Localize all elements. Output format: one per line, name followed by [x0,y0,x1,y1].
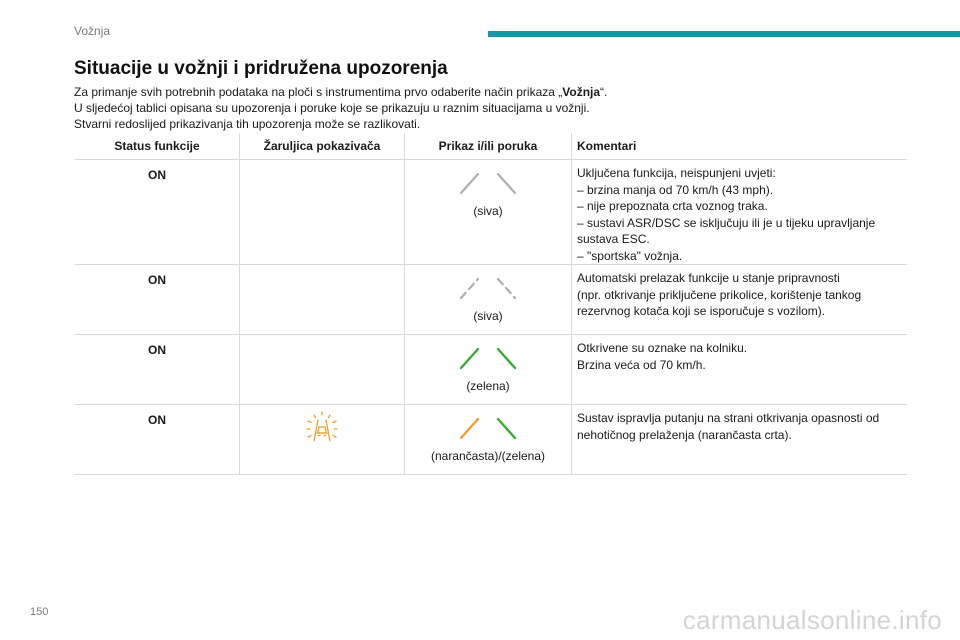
comment-line: nehotičnog prelaženja (narančasta crta). [577,427,792,442]
comment-line: – brzina manja od 70 km/h (43 mph). [577,182,774,197]
table-row [75,335,907,405]
comment-line: Uključena funkcija, neispunjeni uvjeti: [577,166,776,180]
comment-cell [572,335,908,405]
header-accent-bar [488,31,960,37]
status-cell: ON [75,405,240,475]
comment-line: Sustav ispravlja putanju na strani otkrivanja opasnosti od [577,411,880,425]
intro-line2: U sljedećoj tablici opisana su upozorenja i poruke koje se prikazuju u raznim situacijama u vožnji. [74,101,590,115]
status-cell: ON [75,160,240,265]
intro-mode-name: Vožnja [562,85,601,99]
table-row [75,265,907,335]
lamp-cell [240,335,405,405]
column-header-comments: Komentari [572,133,908,160]
intro-line1-start: Za primanje svih potrebnih podataka na ploči s instrumentima prvo odaberite način prikaza „ [74,85,563,99]
status-cell: ON [75,335,240,405]
intro-text [74,84,894,132]
display-cell [405,160,572,265]
display-caption: (siva) [473,204,503,218]
display-caption: (narančasta)/(zelena) [430,449,546,463]
comment-line: Brzina veća od 70 km/h. [577,357,706,372]
display-caption: (siva) [473,309,503,323]
comment-line: – nije prepoznata crta voznog traka. [577,199,768,213]
lane-lines-orange-green-icon [453,413,523,443]
comment-line: – sustavi ASR/DSC se isključuju ili je u tijeku upravljanje [577,215,876,230]
display-caption: (zelena) [466,379,510,393]
lane-lines-dashed-icon [453,273,523,303]
comment-cell [572,265,908,335]
page-number: 150 [30,606,49,618]
watermark: carmanualsonline.info [682,605,942,635]
comment-line: rezervnog kotača koji se isporučuje s vozilom). [577,304,826,318]
lane-keeping-warning-icon [305,411,339,443]
lamp-cell [240,160,405,265]
lane-lines-green-icon [453,343,523,373]
column-header-lamp: Žaruljica pokazivača [240,133,405,160]
comment-line: (npr. otkrivanje priključene prikolice, korištenje tankog [577,287,862,302]
status-cell: ON [75,265,240,335]
display-cell [405,265,572,335]
comment-cell [572,405,908,475]
column-header-status: Status funkcije [75,133,240,160]
comment-line: – "sportska" vožnja. [577,248,683,263]
intro-line3: Stvarni redoslijed prikazivanja tih upozorenja može se razlikovati. [74,117,421,131]
comment-line: Otkrivene su oznake na kolniku. [577,341,748,355]
display-cell [405,405,572,475]
section-label: Vožnja [74,24,111,38]
warnings-table [75,133,907,475]
lane-lines-icon [453,168,523,198]
lamp-cell [240,265,405,335]
comment-line: Automatski prelazak funkcije u stanje pripravnosti [577,271,840,285]
comment-cell [572,160,908,265]
display-cell [405,335,572,405]
comment-line: sustava ESC. [577,232,650,246]
page-title: Situacije u vožnji i pridružena upozorenja [74,58,448,79]
table-header-row [75,133,907,160]
lamp-cell [240,405,405,475]
table-row [75,405,907,475]
intro-line1-end: “. [600,85,608,99]
table-row [75,160,907,265]
column-header-display: Prikaz i/ili poruka [405,133,572,160]
